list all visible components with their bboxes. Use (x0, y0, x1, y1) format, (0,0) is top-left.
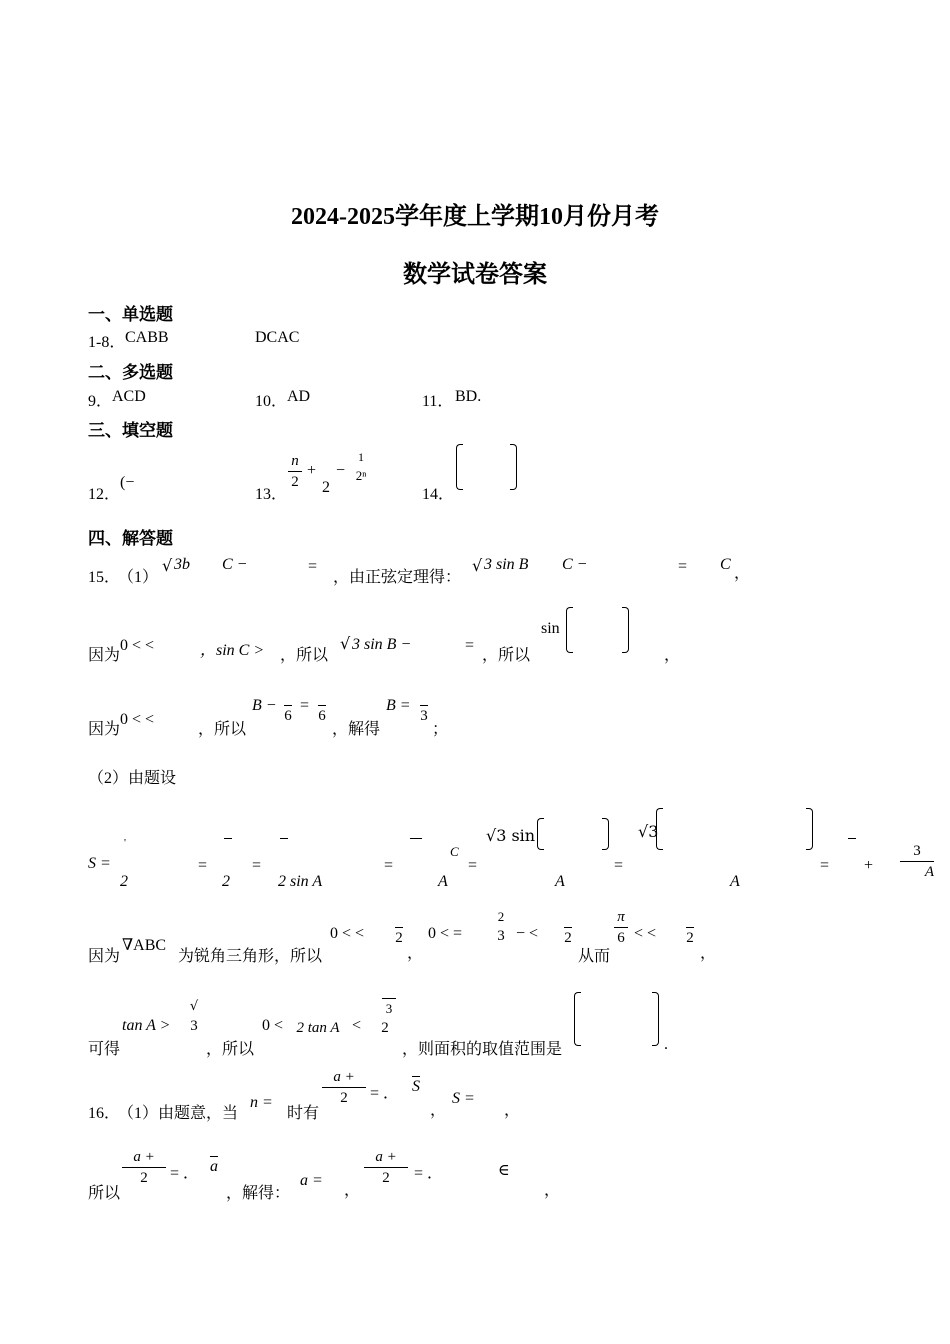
den-a: A (730, 873, 740, 890)
q15-sin: sin (541, 620, 560, 637)
so-text: ，所以 (198, 721, 247, 738)
fraction-pi-over-2: 2 (684, 908, 696, 947)
inequality-4: 0 < = (428, 925, 463, 942)
q15-eq-3: = (465, 637, 475, 654)
den-a: A (438, 873, 448, 890)
q13-fraction-1-over-2n: 1 2ⁿ (355, 450, 367, 483)
because-text: 因为 (88, 721, 121, 738)
den-2-sina: 2 sin A (278, 873, 323, 890)
sqrt-s: S (412, 1078, 420, 1095)
q15-inequality-2: 0 < < (120, 711, 155, 728)
q5-8-answers: DCAC (255, 329, 300, 346)
fraction-pi-over-6: 6 (316, 686, 328, 725)
frac-bar (848, 838, 856, 839)
left-paren (574, 992, 581, 1046)
comma: ， (344, 1182, 361, 1199)
so-text: ，所以 (280, 647, 329, 664)
q13-fraction-n-over-2: n 2 (288, 452, 302, 491)
q9-number: 9． (88, 393, 113, 410)
q11-number: 11． (422, 393, 454, 410)
document-subtitle: 数学试卷答案 (403, 262, 547, 288)
sqrt-sign: √3 (638, 822, 659, 841)
triangle-abc: ∇ABC (122, 937, 167, 954)
q13-minus: − (336, 462, 346, 479)
q15-inequality-1: 0 < < (120, 637, 155, 654)
tan-a-gt: tan A > (122, 1017, 171, 1034)
q14-number: 14． (422, 486, 455, 503)
fraction-pi-over-2: 2 (393, 908, 405, 947)
den-2: 2 (222, 873, 230, 890)
comma: ， (407, 945, 424, 962)
sqrt-sign: √ (340, 634, 351, 653)
q15-sine-law-text: ，由正弦定理得： (333, 569, 462, 586)
q15-expr-3sinb: 3 sin B (484, 556, 529, 573)
n-eq: n = (250, 1094, 273, 1111)
fraction-a-plus-over-2: a + 2 (322, 1068, 366, 1107)
inequality-3: 0 < < (330, 925, 365, 942)
comma: ， (664, 647, 681, 664)
q1-4-answers: CABB (125, 329, 169, 346)
thus-text: 从而 (578, 948, 611, 965)
q1-8-range: 1-8． (88, 334, 126, 351)
solve-text: ，解得： (226, 1185, 291, 1202)
section-heading-single-choice: 一、单选题 (88, 305, 173, 324)
fraction-pi-over-2: 2 (562, 908, 574, 947)
frac-bar (224, 838, 232, 839)
q15-sinc-gt: ，sin C > (200, 642, 265, 659)
q15-b-eq: B = (386, 697, 411, 714)
right-paren (806, 808, 813, 850)
q12-number: 12． (88, 486, 121, 503)
tick: ' (124, 837, 126, 849)
eq: = (468, 857, 478, 874)
q15-expr-c-minus: C − (222, 556, 248, 573)
fraction-3-over-a: 3 A (900, 842, 934, 881)
q15-eq: = (308, 558, 318, 575)
so-text: ，所以 (482, 647, 531, 664)
element-of: ∈ (498, 1162, 510, 1179)
fraction-over-2tana: 2 tan A (296, 1020, 340, 1036)
area-half-den: 2 (120, 873, 128, 890)
so-text: 所以 (88, 1185, 121, 1202)
can-get-text: 可得 (88, 1041, 121, 1058)
plus: + (864, 857, 874, 874)
q15-b-minus: B − (252, 697, 277, 714)
q14-left-bracket (456, 444, 463, 490)
section-heading-fill-blank: 三、填空题 (88, 421, 173, 440)
section-heading-solution: 四、解答题 (88, 529, 173, 548)
q13-plus: + (307, 462, 317, 479)
fraction-a-plus-over-2: a + 2 (364, 1148, 408, 1187)
c-symbol: C (450, 844, 459, 859)
eq: = (384, 857, 394, 874)
sqrt-sign: √ (472, 556, 483, 575)
q15-part1-label: （1） (118, 569, 159, 586)
acute-triangle-text: 为锐角三角形，所以 (178, 948, 323, 965)
q15-part2-label: （2）由题设 (88, 770, 177, 787)
den-a: A (555, 873, 565, 890)
semicolon: ； (432, 721, 449, 738)
fraction-2pi-over-3: 2 3 (497, 909, 505, 944)
solve-text: ，解得 (332, 721, 381, 738)
eq: = (614, 857, 624, 874)
area-range-text: ，则面积的取值范围是 (402, 1041, 563, 1058)
q15-eq-2: = (678, 558, 688, 575)
left-paren (537, 818, 544, 850)
q13-two: 2 (322, 479, 330, 496)
sqrt-sign: √ (162, 556, 173, 575)
area-s-eq: S = (88, 855, 111, 872)
document-title: 2024-2025学年度上学期10月份月考 (291, 204, 659, 230)
fraction-a-plus-over-2: a + 2 (122, 1148, 166, 1187)
eq-dot: = ． (370, 1085, 400, 1102)
section-heading-multi-choice: 二、多选题 (88, 363, 173, 382)
when-text: 时有 (287, 1105, 320, 1122)
right-paren (652, 992, 659, 1046)
frac-bar (280, 838, 288, 839)
q14-right-paren (510, 444, 517, 490)
fraction-sqrt3-over-2: 3 2 (374, 998, 396, 1037)
comma: ， (504, 1102, 521, 1119)
left-paren (566, 607, 573, 653)
fraction-sqrt3-over-3: √ 3 (189, 999, 199, 1034)
q16-number: 16． (88, 1105, 121, 1122)
comma: ， (700, 945, 717, 962)
frac-bar (410, 838, 422, 839)
q15-expr-c: C (720, 556, 731, 573)
q15-expr-3b: 3b (174, 556, 190, 573)
so-text: ，所以 (206, 1041, 255, 1058)
lt-lt: < < (634, 925, 657, 942)
eq-dot: = ． (414, 1165, 444, 1182)
eq: = (820, 857, 830, 874)
eq: = (198, 857, 208, 874)
q15-comma: ， (734, 565, 751, 582)
because-text: 因为 (88, 948, 121, 965)
because-text: 因为 (88, 647, 121, 664)
q12-answer: (− (120, 474, 135, 491)
q10-answer: AD (287, 388, 311, 405)
right-paren (602, 818, 609, 850)
q15-expr-c-minus-2: C − (562, 556, 588, 573)
q15-number: 15． (88, 569, 121, 586)
fraction-pi-over-3: 3 (418, 686, 430, 725)
fraction-pi-over-6: π 6 (614, 908, 628, 947)
sqrt-sign: √3 sin (486, 826, 536, 845)
q13-number: 13． (255, 486, 288, 503)
eq-dot: = ． (170, 1165, 200, 1182)
comma: ， (430, 1102, 447, 1119)
fraction-pi-over-6: 6 (282, 686, 294, 725)
sqrt-a: a (210, 1158, 218, 1175)
comma: ， (544, 1182, 561, 1199)
lt: < (352, 1017, 362, 1034)
q9-answer: ACD (112, 388, 146, 405)
minus-lt: − < (516, 925, 539, 942)
a-eq: a = (300, 1172, 323, 1189)
left-paren (656, 808, 663, 850)
eq: = (252, 857, 262, 874)
period: . (664, 1036, 668, 1053)
q16-part1-text: （1）由题意，当 (118, 1105, 239, 1122)
q15-eq-4: = (300, 697, 310, 714)
q11-answer: BD. (455, 388, 482, 405)
ineq-5: 0 < (262, 1017, 284, 1034)
q15-expr-3sinb-minus: 3 sin B − (352, 636, 412, 653)
q10-number: 10． (255, 393, 288, 410)
right-paren (622, 607, 629, 653)
s-eq: S = (452, 1090, 475, 1107)
